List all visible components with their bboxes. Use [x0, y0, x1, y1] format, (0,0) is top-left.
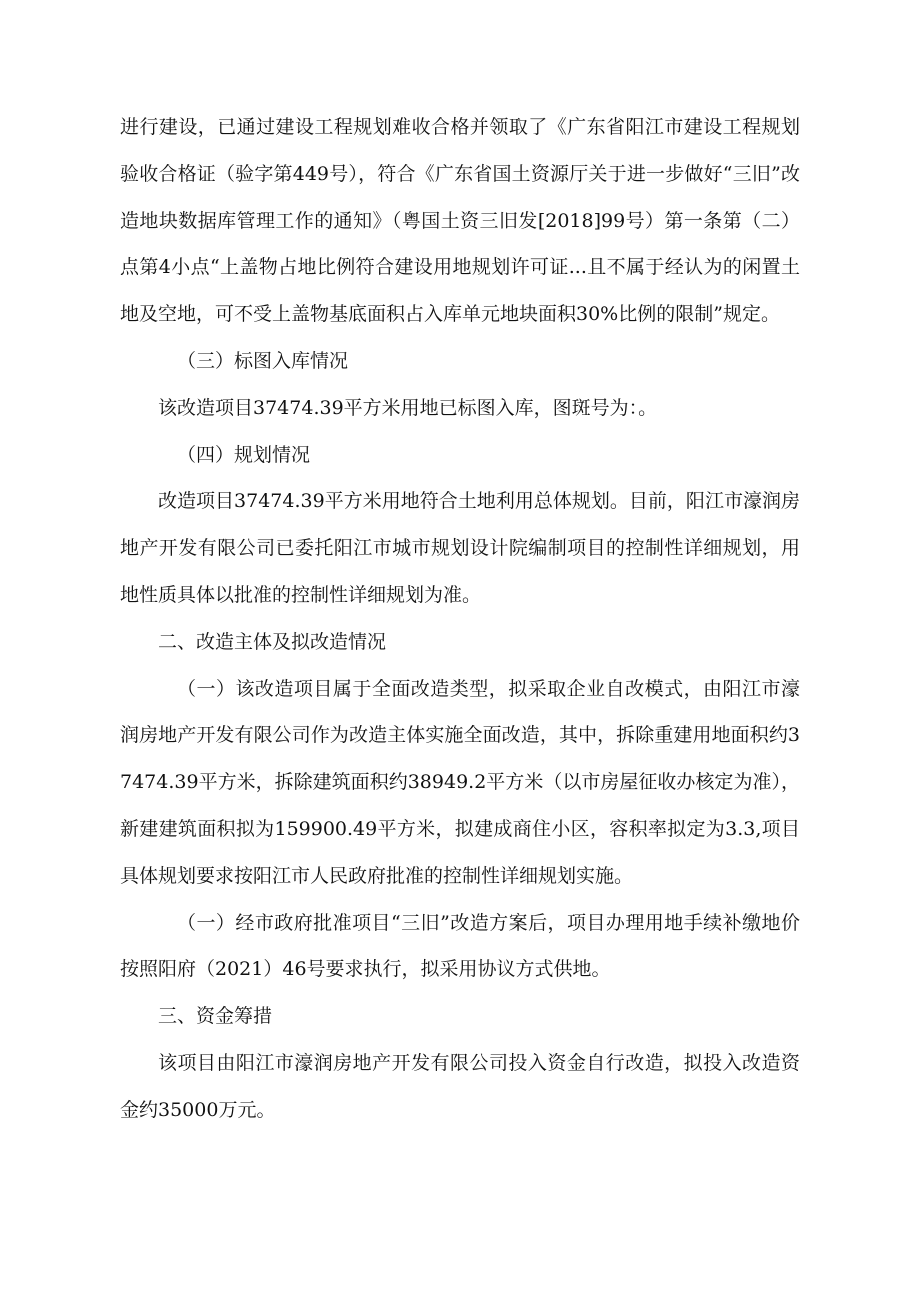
heading-renovation-subject: 二、改造主体及拟改造情况 [158, 630, 387, 653]
heading-map-registration: （三）标图入库情况 [177, 349, 349, 372]
paragraph-planning: 改造项目37474.39平方米用地符合土地利用总体规划。目前，阳江市濠润房地产开发有限公司已委托阳江市城市规划设计院编制项目的控制性详细规划，用地性质具体以批准的控制性详细规划为准。 [120, 490, 800, 606]
paragraph-land-supply: （一）经市政府批准项目“三旧”改造方案后，项目办理用地手续补缴地价按照阳府（2021）46号要求执行，拟采用协议方式供地。 [120, 911, 800, 981]
paragraph-map-registration: 该改造项目37474.39平方米用地已标图入库，图斑号为：。 [158, 396, 658, 419]
paragraph-renovation-type: （一）该改造项目属于全面改造类型，拟采取企业自改模式，由阳江市濠润房地产开发有限公司作为改造主体实施全面改造，其中，拆除重建用地面积约37474.39平方米，拆除建筑面积约38949.2平方米（以市房屋征收办核定为准），新建建筑面积拟为159900.49平方米，拟建成商住小区，容积率拟定为3.3,项目具体规划要求按阳江市人民政府批准的控制性详细规划实施。 [120, 677, 800, 887]
heading-planning: （四）规划情况 [177, 443, 311, 466]
heading-funding: 三、资金筹措 [158, 1005, 273, 1028]
paragraph-building-approval: 进行建设，已通过建设工程规划难收合格并领取了《广东省阳江市建设工程规划验收合格证（验字第449号），符合《广东省国土资源厅关于进一步做好“三旧”改造地块数据库管理工作的通知》（粤国土资三旧发[2018]99号）第一条第（二）点第4小点“上盖物占地比例符合建设用地规划许可证...且不属于经认为的闲置土地及空地，可不受上盖物基底面积占入库单元地块面积30%比例的限制”规定。 [120, 116, 800, 326]
document-body [120, 104, 800, 1134]
paragraph-funding: 该项目由阳江市濠润房地产开发有限公司投入资金自行改造，拟投入改造资金约35000万元。 [120, 1051, 800, 1121]
